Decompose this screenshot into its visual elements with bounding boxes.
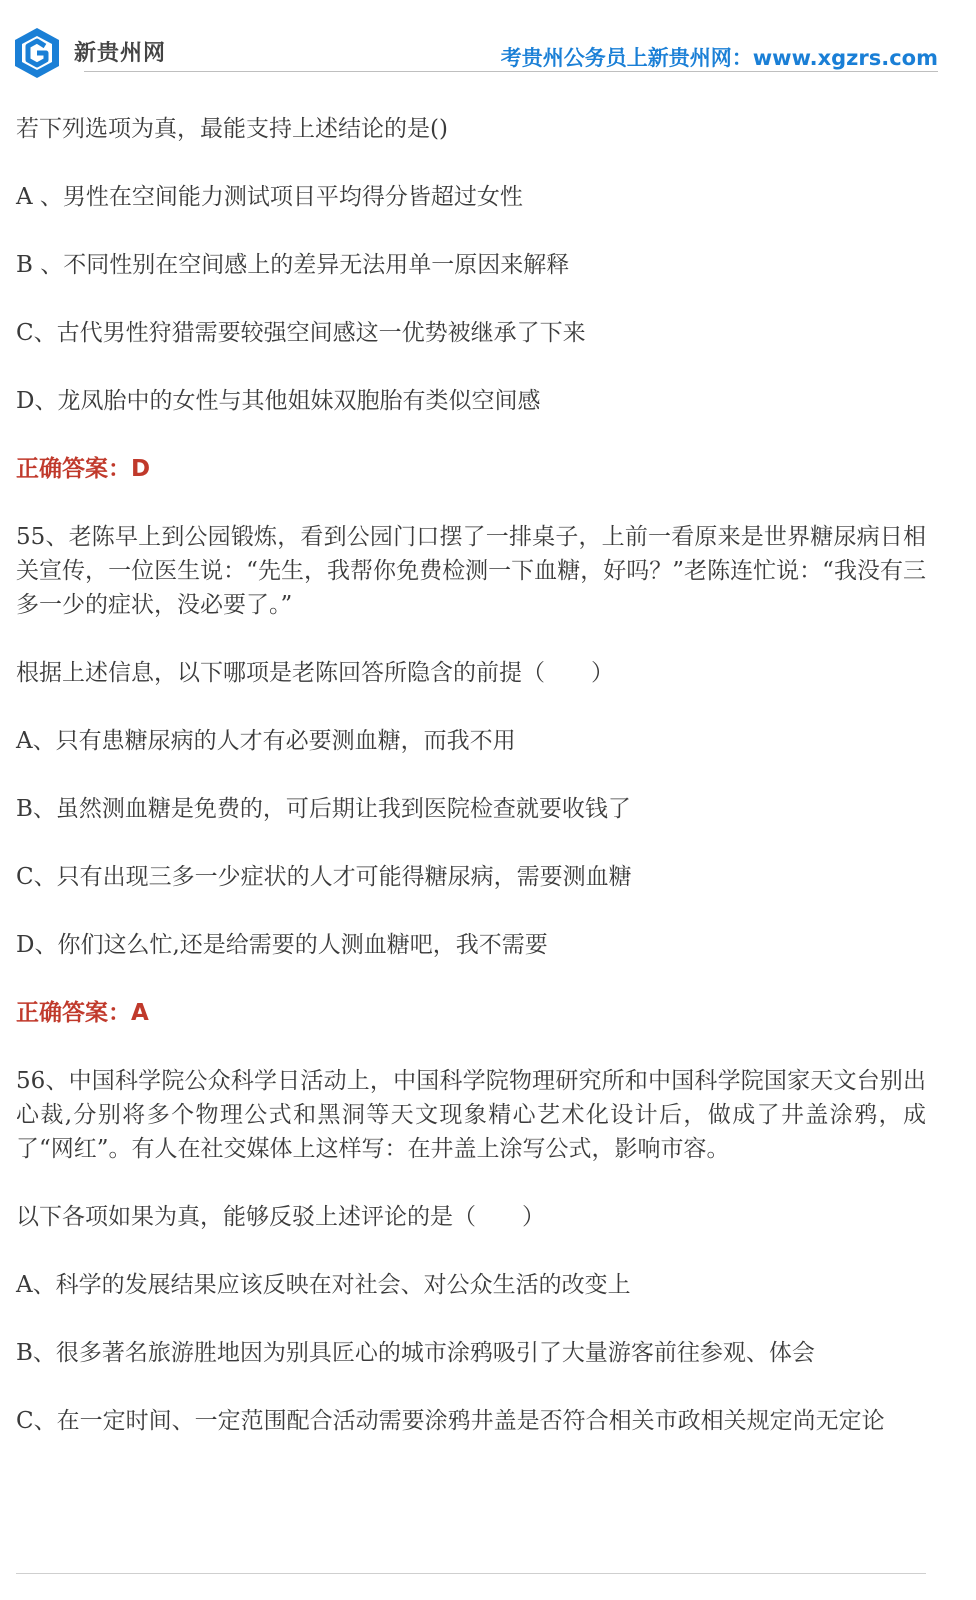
option-c: C、古代男性狩猎需要较强空间感这一优势被继承了下来 [16, 320, 586, 346]
option-b: B 、不同性别在空间感上的差异无法用单一原因来解释 [16, 252, 570, 278]
option-a: A 、男性在空间能力测试项目平均得分皆超过女性 [16, 184, 523, 210]
question-55-option-c: C、只有出现三多一少症状的人才可能得糖尿病，需要测血糖 [16, 864, 632, 890]
document-body [16, 112, 926, 1472]
question-55-correct-answer: 正确答案：A [16, 1000, 149, 1026]
header-divider [84, 71, 938, 72]
option-d: D、龙凤胎中的女性与其他姐妹双胞胎有类似空间感 [16, 388, 541, 414]
question-55-stem: 55、老陈早上到公园锻炼，看到公园门口摆了一排桌子，上前一看原来是世界糖尿病日相关宣传，一位医生说：“先生，我帮你免费检测一下血糖，好吗？”老陈连忙说：“我没有三多一少的症状，没必要了。” [16, 524, 926, 618]
footer-divider [16, 1573, 926, 1574]
question-56-option-a: A、科学的发展结果应该反映在对社会、对公众生活的改变上 [16, 1272, 631, 1298]
logo-text: 新贵州网 [74, 41, 167, 66]
header-slogan-link[interactable]: 考贵州公务员上新贵州网：www.xgzrs.com [500, 46, 938, 70]
g-hexagon-logo-icon [10, 26, 64, 80]
question-55-option-b: B、虽然测血糖是免费的，可后期让我到医院检查就要收钱了 [16, 796, 631, 822]
question-55-option-d: D、你们这么忙,还是给需要的人测血糖吧，我不需要 [16, 932, 548, 958]
question-56-option-c: C、在一定时间、一定范围配合活动需要涂鸦井盖是否符合相关市政相关规定尚无定论 [16, 1408, 885, 1434]
question-prompt: 若下列选项为真，最能支持上述结论的是() [16, 116, 448, 142]
correct-answer: 正确答案：D [16, 456, 151, 482]
page-header [0, 0, 976, 82]
question-55-option-a: A、只有患糖尿病的人才有必要测血糖，而我不用 [16, 728, 516, 754]
question-56-stem: 56、中国科学院公众科学日活动上，中国科学院物理研究所和中国科学院国家天文台别出心裁,分别将多个物理公式和黑洞等天文现象精心艺术化设计后，做成了井盖涂鸦，成了“网红”。有人在社交媒体上这样写：在井盖上涂写公式，影响市容。 [16, 1068, 926, 1162]
question-56-option-b: B、很多著名旅游胜地因为别具匠心的城市涂鸦吸引了大量游客前往参观、体会 [16, 1340, 815, 1366]
question-55-prompt: 根据上述信息，以下哪项是老陈回答所隐含的前提（ ） [16, 660, 614, 686]
question-56-prompt: 以下各项如果为真，能够反驳上述评论的是（ ） [16, 1204, 545, 1230]
